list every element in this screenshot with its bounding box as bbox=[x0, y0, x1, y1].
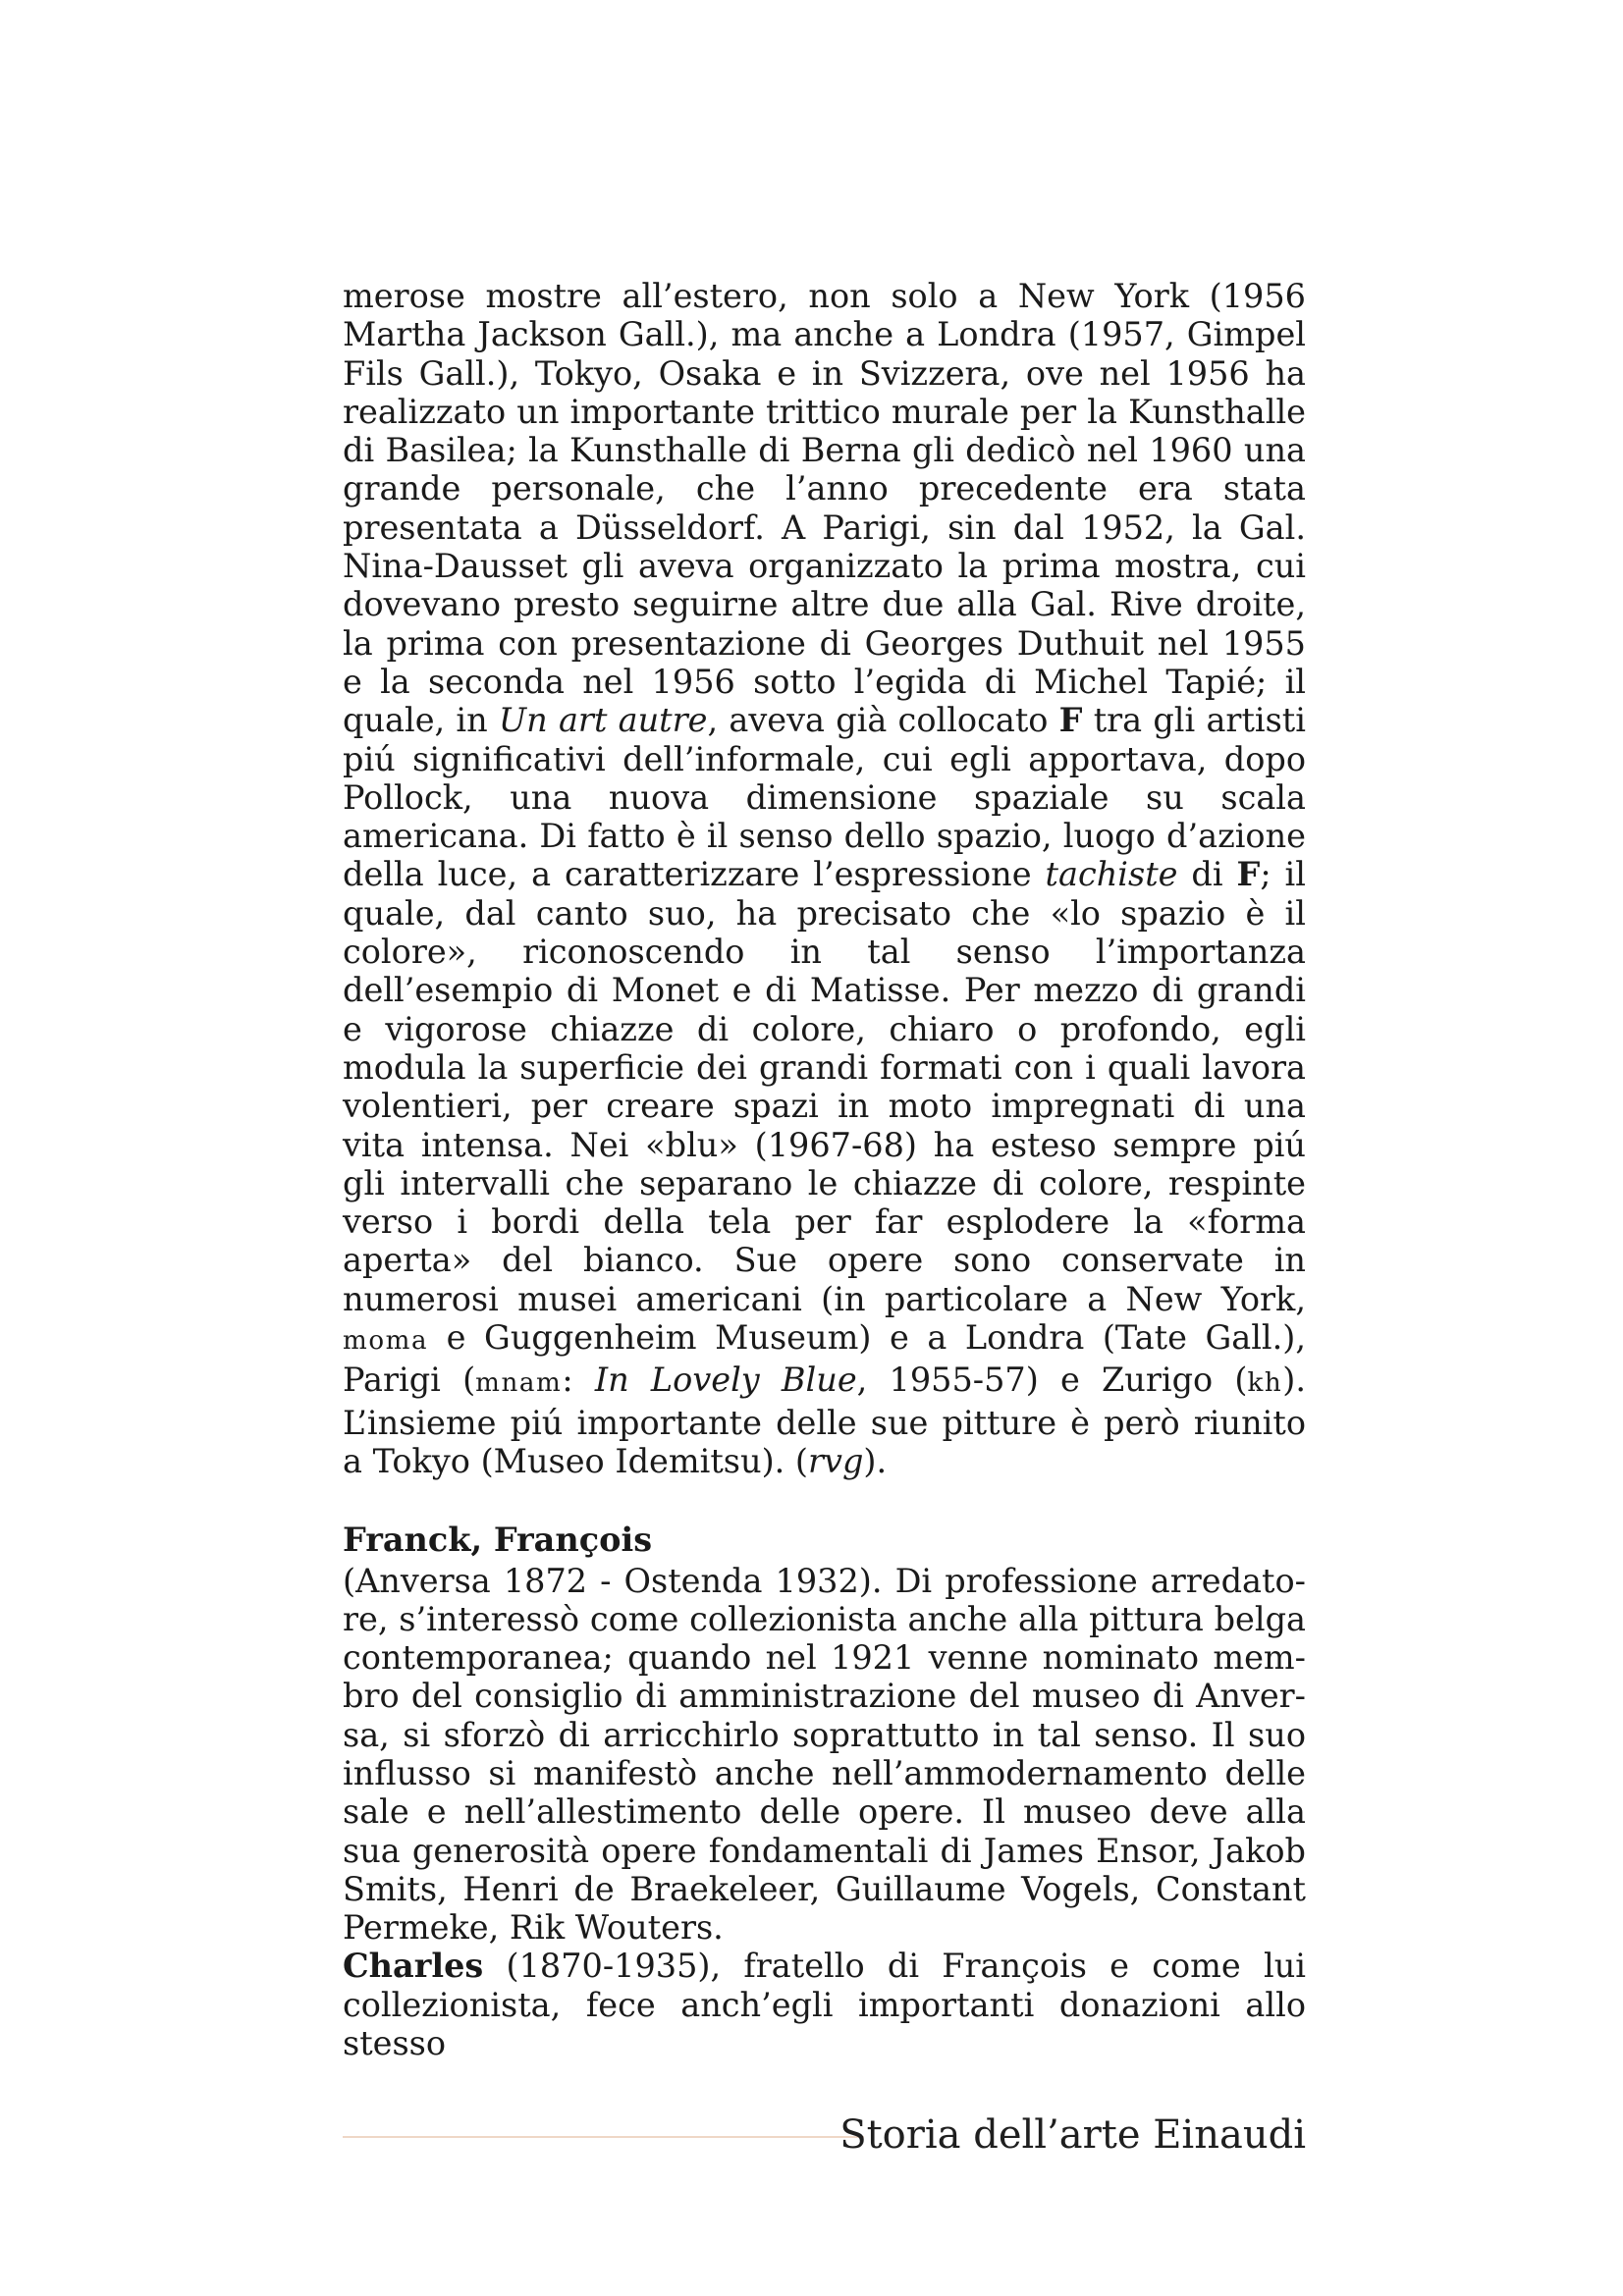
museum-abbreviation: kh bbox=[1247, 1368, 1283, 1399]
artist-abbreviation: F bbox=[1058, 701, 1083, 740]
text-run: (1870-1935), fratello di François e come lui collezionista, fece anch’egli importanti donazioni allo stesso bbox=[343, 1947, 1306, 2063]
sub-entry-name: Charles bbox=[343, 1947, 484, 1986]
footer-rule bbox=[343, 2136, 864, 2138]
artist-abbreviation: F bbox=[1236, 855, 1261, 894]
text-run: di bbox=[1177, 855, 1237, 894]
text-run: ). L’insieme piú importante delle sue pitture è però riunito a Tokyo (Museo Idemitsu). ( bbox=[343, 1361, 1306, 1480]
paragraph-continuation bbox=[343, 277, 1306, 1480]
text-run: merose mostre all’estero, non solo a New York (1956 Martha Jackson Gall.), ma anche a Londra (1957, Gimpel Fils Gall.), Tokyo, Osaka e in Svizzera, ove nel 1956 ha realizzato un importante trittico murale per la Kunsthalle di Basilea; la Kunsthalle di Berna gli dedicò nel 1960 una grande personale, che l’anno precedente era stata presentata a Düsseldorf. A Parigi, sin dal 1952, la Gal. Nina-Dausset gli aveva organizzato la prima mostra, cui dovevano presto seguirne altre due alla Gal. Rive droite, la prima con presentazione di Georges Duthuit nel 1955 e la seconda nel 1956 sotto l’egida di Michel Tapié; il quale, in bbox=[343, 277, 1306, 740]
text-run: ; il quale, dal canto suo, ha precisato che «lo spazio è il colore», riconoscendo in tal senso l’importanza dell’esempio di Monet e di Matisse. Per mezzo di grandi e vigorose chiazze di colore, chiaro o profondo, egli modula la superficie dei grandi formati con i quali lavora volentieri, per creare spazi in moto impregnati di una vita intensa. Nei «blu» (1967-68) ha esteso sempre piú gli intervalli che separano le chiazze di colore, respinte verso i bordi della tela per far esplodere la «forma aperta» del bianco. Sue opere sono conservate in numerosi musei americani (in particolare a New York, bbox=[343, 855, 1306, 1318]
text-run: e Guggenheim Museum) e a Londra (Tate Gall.), Parigi ( bbox=[343, 1318, 1306, 1400]
museum-abbreviation: mnam bbox=[475, 1368, 563, 1399]
page-body bbox=[343, 277, 1306, 2062]
text-run: : bbox=[562, 1361, 595, 1400]
work-title: Un art autre bbox=[498, 701, 708, 740]
text-run: , aveva già collocato bbox=[707, 701, 1059, 740]
text-run: tra gli artisti piú significativi dell’informale, cui egli apportava, dopo Pollock, una nuova dimensione spaziale su scala americana. Di fatto è il senso dello spazio, luogo d’azione della luce, a caratterizzare l’espressione bbox=[343, 701, 1306, 894]
text-run: ). bbox=[863, 1441, 888, 1480]
text-run: , 1955-57) e Zurigo ( bbox=[856, 1361, 1248, 1400]
author-initials: rvg bbox=[808, 1441, 864, 1480]
entry-heading: Franck, François bbox=[343, 1521, 653, 1560]
italic-term: tachiste bbox=[1045, 855, 1178, 894]
footer-publication-title: Storia dell’arte Einaudi bbox=[839, 2112, 1306, 2158]
entry-paragraph: (Anversa 1872 - Ostenda 1932). Di professione arredatore, s’interessò come collezionista anche alla pittura belga contemporanea; quando nel 1921 venne nominato membro del consiglio di amministrazione del museo di Anversa, si sforzò di arricchirlo soprattutto in tal senso. Il suo influsso si manifestò anche nell’ammodernamento delle sale e nell’allestimento delle opere. Il museo deve alla sua generosità opere fondamentali di James Ensor, Jakob Smits, Henri de Braekeleer, Guillaume Vogels, Constant Permeke, Rik Wouters. bbox=[343, 1561, 1306, 1948]
museum-abbreviation: moma bbox=[343, 1326, 429, 1357]
sub-entry-paragraph bbox=[343, 1947, 1306, 2062]
work-title: In Lovely Blue bbox=[594, 1361, 857, 1400]
